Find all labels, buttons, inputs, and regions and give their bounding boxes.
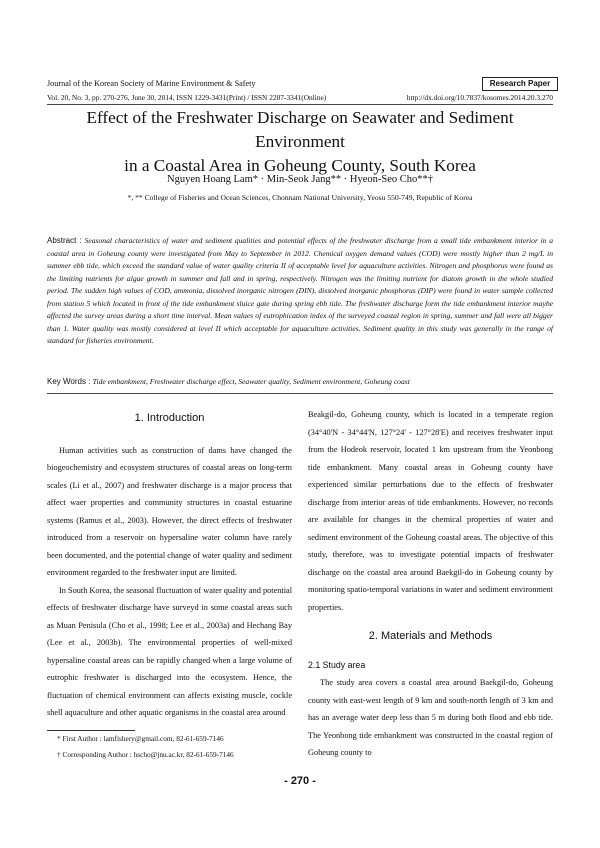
methods-heading: 2. Materials and Methods — [368, 630, 493, 642]
abstract-text: Seasonal characteristics of water and sediment qualities and potential effects of the freshwater discharge from a small tide embankment interior in a coastal area in Goheung county were investigated from May to September in 2012. Chemical oxygen demand values (COD) were mostly higher than 2 mg/L in summer ebb tide, which exceed the standard value of water quality criteria II of acceptable level for aquaculture activities. Nitrogen and phosphorus were found as the limiting nutrients for algae growth in summer and fall and in spring, respectively. Nitrogen was the limiting nutrient for diatom growth in the whole studied period. The sudden high values of COD, ammonia, dissolved inorganic nitrogen (DIN), dissolved inorganic phosphorus (DIP) were found in water sample collected from station 5 which located in front of the tide embankment sluice gate during spring ebb tide. The freshwater discharge form the tide embankment interior maybe affected the survey areas during a short time interval. Mean values of eutrophication index of the surveyed coastal region in spring, summer and fall were all bigger than 1. Water quality was mostly considered at level II which acceptable for aquaculture activities. Sediment quality in this study was generally in the range of standard for fisheries environment. — [47, 236, 553, 345]
author-list: Nguyen Hoang Lam* · Min-Seok Jang** · Hyeon-Seo Cho**† — [167, 174, 433, 185]
footnote-rule — [47, 730, 135, 731]
left-column — [47, 410, 292, 722]
intro-heading: 1. Introduction — [134, 412, 205, 424]
keywords-rule — [47, 393, 553, 394]
doi-link[interactable]: http://dx.doi.org/10.7837/kosomes.2014.20.3.270 — [406, 93, 553, 102]
intro-paragraph-1: Human activities such as construction of dams have changed the biogeochemistry and ecosystem structures of coastal areas on long-term scales (Li et al., 2007) and freshwater discharge is a major process that affect waer properties and community structures in coastal estuarine systems (Ramus et al., 2003). However, the direct effects of freshwater introduced from a reservoir on hypersaline water column have rarely been documented, and the potential change of water quality and sediment environment regarded to the freshwater input are limited. — [47, 445, 292, 577]
keywords-label: Key Words : — [47, 377, 93, 386]
abstract — [47, 235, 553, 348]
article-type-badge: Research Paper — [482, 77, 558, 91]
corresponding-author-footnote: † Corresponding Author : hscho@jnu.ac.kr, 82-61-659-7146 — [57, 750, 234, 759]
volume-info: Vol. 20, No. 3, pp. 270-276, June 30, 2014, ISSN 1229-3431(Print) / ISSN 2287-3341(Online) — [47, 93, 327, 102]
intro-paragraph-3: Beakgil-do, Goheung county, which is located in a temperate region (34°40'N - 34°44'N, 127°24' - 127°28'E) and receives freshwater input from the Hodeok reservoir, located 1 km upstream from the Yeonbong tide embankment. Many coastal areas in Goheung county have experienced similar perturbations due to the effects of freshwater discharge from interior areas of tide embankments. However, no records are available for changes in the chemical properties of water and sediment environment of the Goheung coastal areas. The objective of this study, therefore, was to investigate potential impacts of freshwater discharge on the coastal area around Baekgil-do in Goheung county by monitoring spatio-temporal variations in water and sediment environment properties. — [308, 410, 553, 612]
paper-title — [40, 106, 560, 178]
methods-paragraph-1: The study area covers a coastal area around Baekgil-do, Goheung county with east-west length of 9 km and south-north length of 3 km and has an average water deep less than 5 m during both flood and ebb tide. The Yeonbong tide embankment was constructed in the coastal region of Goheung county to — [308, 678, 553, 757]
title-line-2: in a Coastal Area in Goheung County, South Korea — [124, 156, 476, 175]
journal-name: Journal of the Korean Society of Marine Environment & Safety — [47, 79, 256, 88]
keywords — [47, 377, 410, 386]
header-rule — [47, 104, 553, 105]
right-column — [308, 406, 553, 762]
page-number: - 270 - — [284, 775, 316, 787]
first-author-footnote: * First Author : lamfishery@gmail.com, 82-61-659-7146 — [57, 734, 224, 743]
affiliation: *, ** College of Fisheries and Ocean Sciences, Chonnam National University, Yeosu 550-749, Republic of Korea — [127, 193, 473, 202]
title-line-1: Effect of the Freshwater Discharge on Seawater and Sediment Environment — [86, 108, 514, 151]
keywords-text: Tide embankment, Freshwater discharge effect, Seawater quality, Sediment environment, Goheung coast — [92, 377, 410, 386]
study-area-subheading: 2.1 Study area — [308, 659, 366, 670]
abstract-label: Abstract : — [47, 236, 85, 245]
intro-paragraph-2: In South Korea, the seasonal fluctuation of water quality and potential effects of freshwater discharge have surveyd in some coastal areas such as Muan Penisula (Cho et al., 1998; Lee et al., 2003a) and Hechang Bay (Lee et al., 2003b). The environmental properties of well-mixed hypersaline coastal areas can be rapidly changed when a large volume of eutrophic freshwater is discharged into the ecosystem. Hence, the fluctuation of chemical environment can affects existing muscle, cockle shell aquaculture and other aquatic organisms in the coastal area around — [47, 585, 292, 717]
